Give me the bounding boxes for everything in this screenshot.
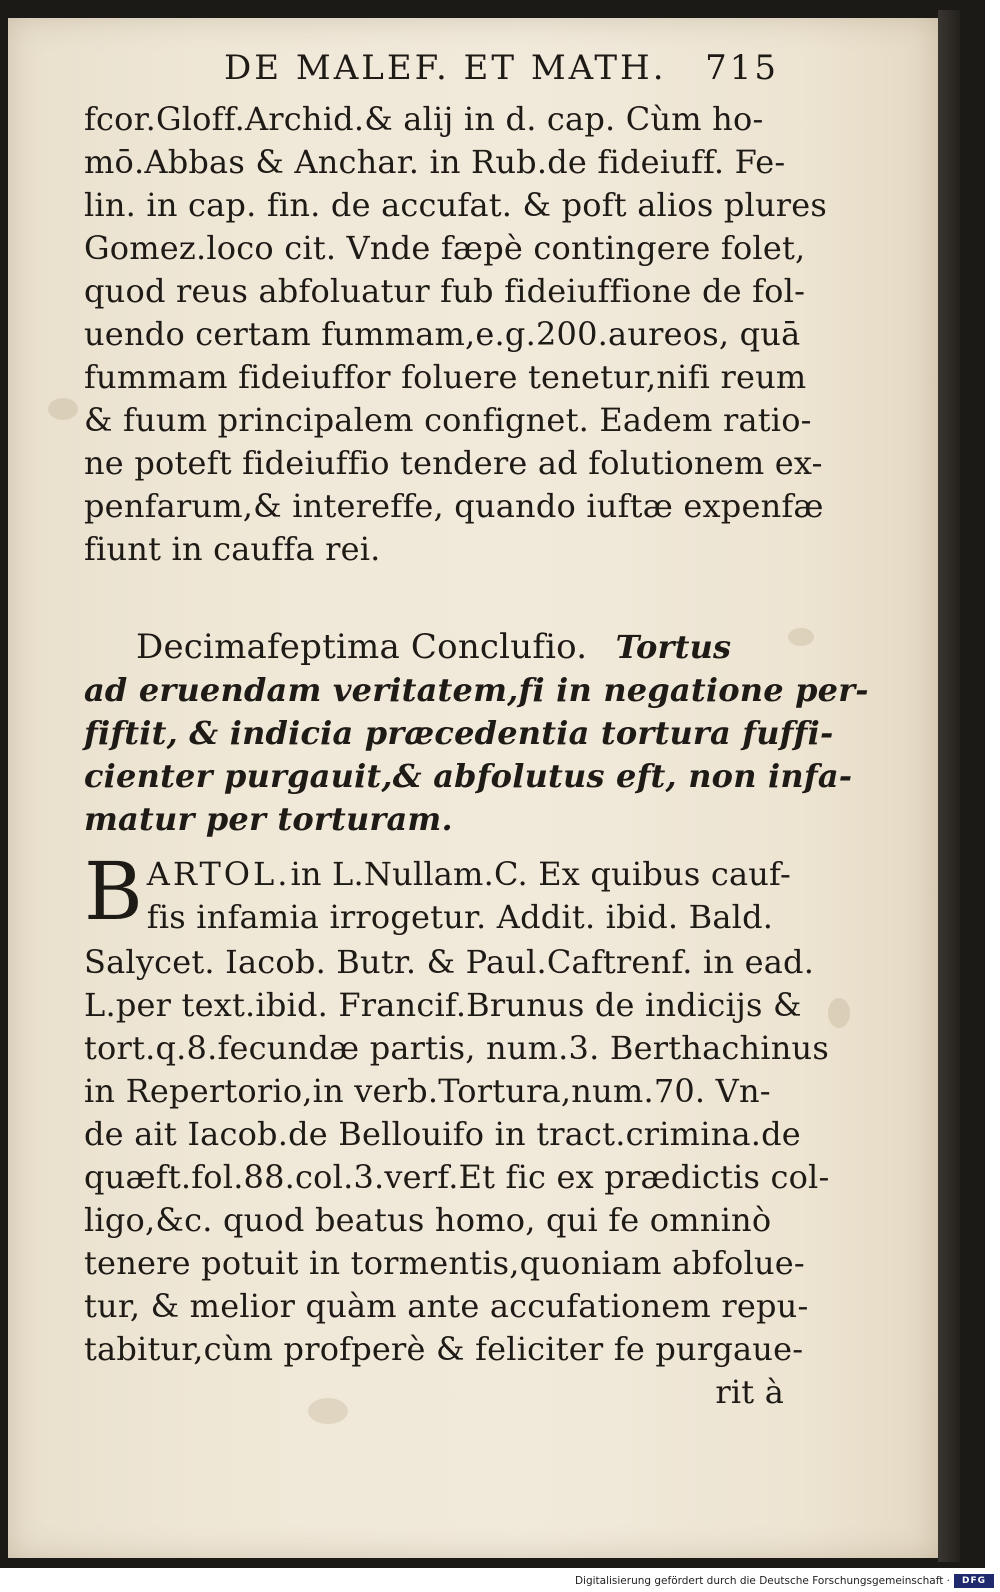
conclusion-italic-start: Tortus [615,628,732,666]
text-line: tabitur,cùm profperè & feliciter fe purgaue- [84,1330,804,1368]
text-line: cienter purgauit,& abfolutus eft, non infa- [84,757,853,795]
text-line: matur per torturam. [84,800,453,838]
text-line: tur, & melior quàm ante accufationem repu- [84,1287,809,1325]
text-line: & fuum principalem confignet. Eadem ratio- [84,401,812,439]
paragraph-2 [84,845,830,1414]
first-word: ARTOL. [146,855,291,893]
page-number: 715 [705,48,779,88]
section-gap [84,571,784,626]
text-line: tenere potuit in tormentis,quoniam abfolue- [84,1244,805,1282]
conclusion-heading: Decimafeptima Conclufio. [136,627,588,667]
running-title: DE MALEF. ET MATH. [224,48,667,88]
paragraph-1 [84,98,828,571]
drop-cap: B [84,845,143,938]
spacer [84,841,784,853]
text-line: fcor.Gloff.Archid.& alij in d. cap. Cùm ho- [84,100,764,138]
paper-stain [48,398,78,420]
text-line: fis infamia irrogetur. Addit. ibid. Bald. [146,898,774,936]
text-line: mō.Abbas & Anchar. in Rub.de fideiuff. Fe- [84,143,786,181]
text-line: uendo certam fummam,e.g.200.aureos, quā [84,315,801,353]
text-line: lin. in cap. fin. de accufat. & poft alios plures [84,186,828,224]
conclusion-block [84,626,869,841]
dfg-logo[interactable]: DFG [954,1574,994,1588]
paper-stain [828,998,850,1028]
text-line: in Repertorio,in verb.Tortura,num.70. Vn- [84,1072,771,1110]
text-line: fummam fideiuffor foluere tenetur,nifi reum [84,358,807,396]
text-line: Salycet. Iacob. Butr. & Paul.Caftrenf. in ead. [84,943,815,981]
text-line: Gomez.loco cit. Vnde fæpè contingere folet, [84,229,806,267]
paper-stain [788,628,814,646]
text-line [84,853,791,896]
page-edge [938,10,960,1562]
catchword: rit à [715,1373,784,1411]
text-line: ne poteft fideiuffio tendere ad folutionem ex- [84,444,823,482]
first-line-rest: in L.Nullam.C. Ex quibus cauf- [290,855,791,893]
text-line: tort.q.8.fecundæ partis, num.3. Berthachinus [84,1029,829,1067]
text-line: ligo,&c. quod beatus homo, qui fe omninò [84,1201,772,1239]
text-line: fiftit, & indicia præcedentia tortura fuffi- [84,714,834,752]
page-text [84,38,869,1414]
funding-notice: Digitalisierung gefördert durch die Deutsche Forschungsgemeinschaft · [574,1575,950,1587]
text-line: ad eruendam veritatem,fi in negatione per- [84,671,869,709]
digitization-footer [0,1572,1000,1592]
text-line: L.per text.ibid. Francif.Brunus de indicijs & [84,986,802,1024]
text-line: quod reus abfoluatur fub fideiuffione de fol- [84,272,806,310]
running-header [84,38,784,98]
text-line: de ait Iacob.de Bellouifo in tract.crimina.de [84,1115,801,1153]
text-line: penfarum,& intereffe, quando iuftæ expenfæ [84,487,824,525]
text-line: quæft.fol.88.col.3.verf.Et fic ex prædictis col- [84,1158,830,1196]
book-page [8,18,938,1558]
text-line [84,626,784,669]
text-line: fiunt in cauffa rei. [84,530,381,568]
